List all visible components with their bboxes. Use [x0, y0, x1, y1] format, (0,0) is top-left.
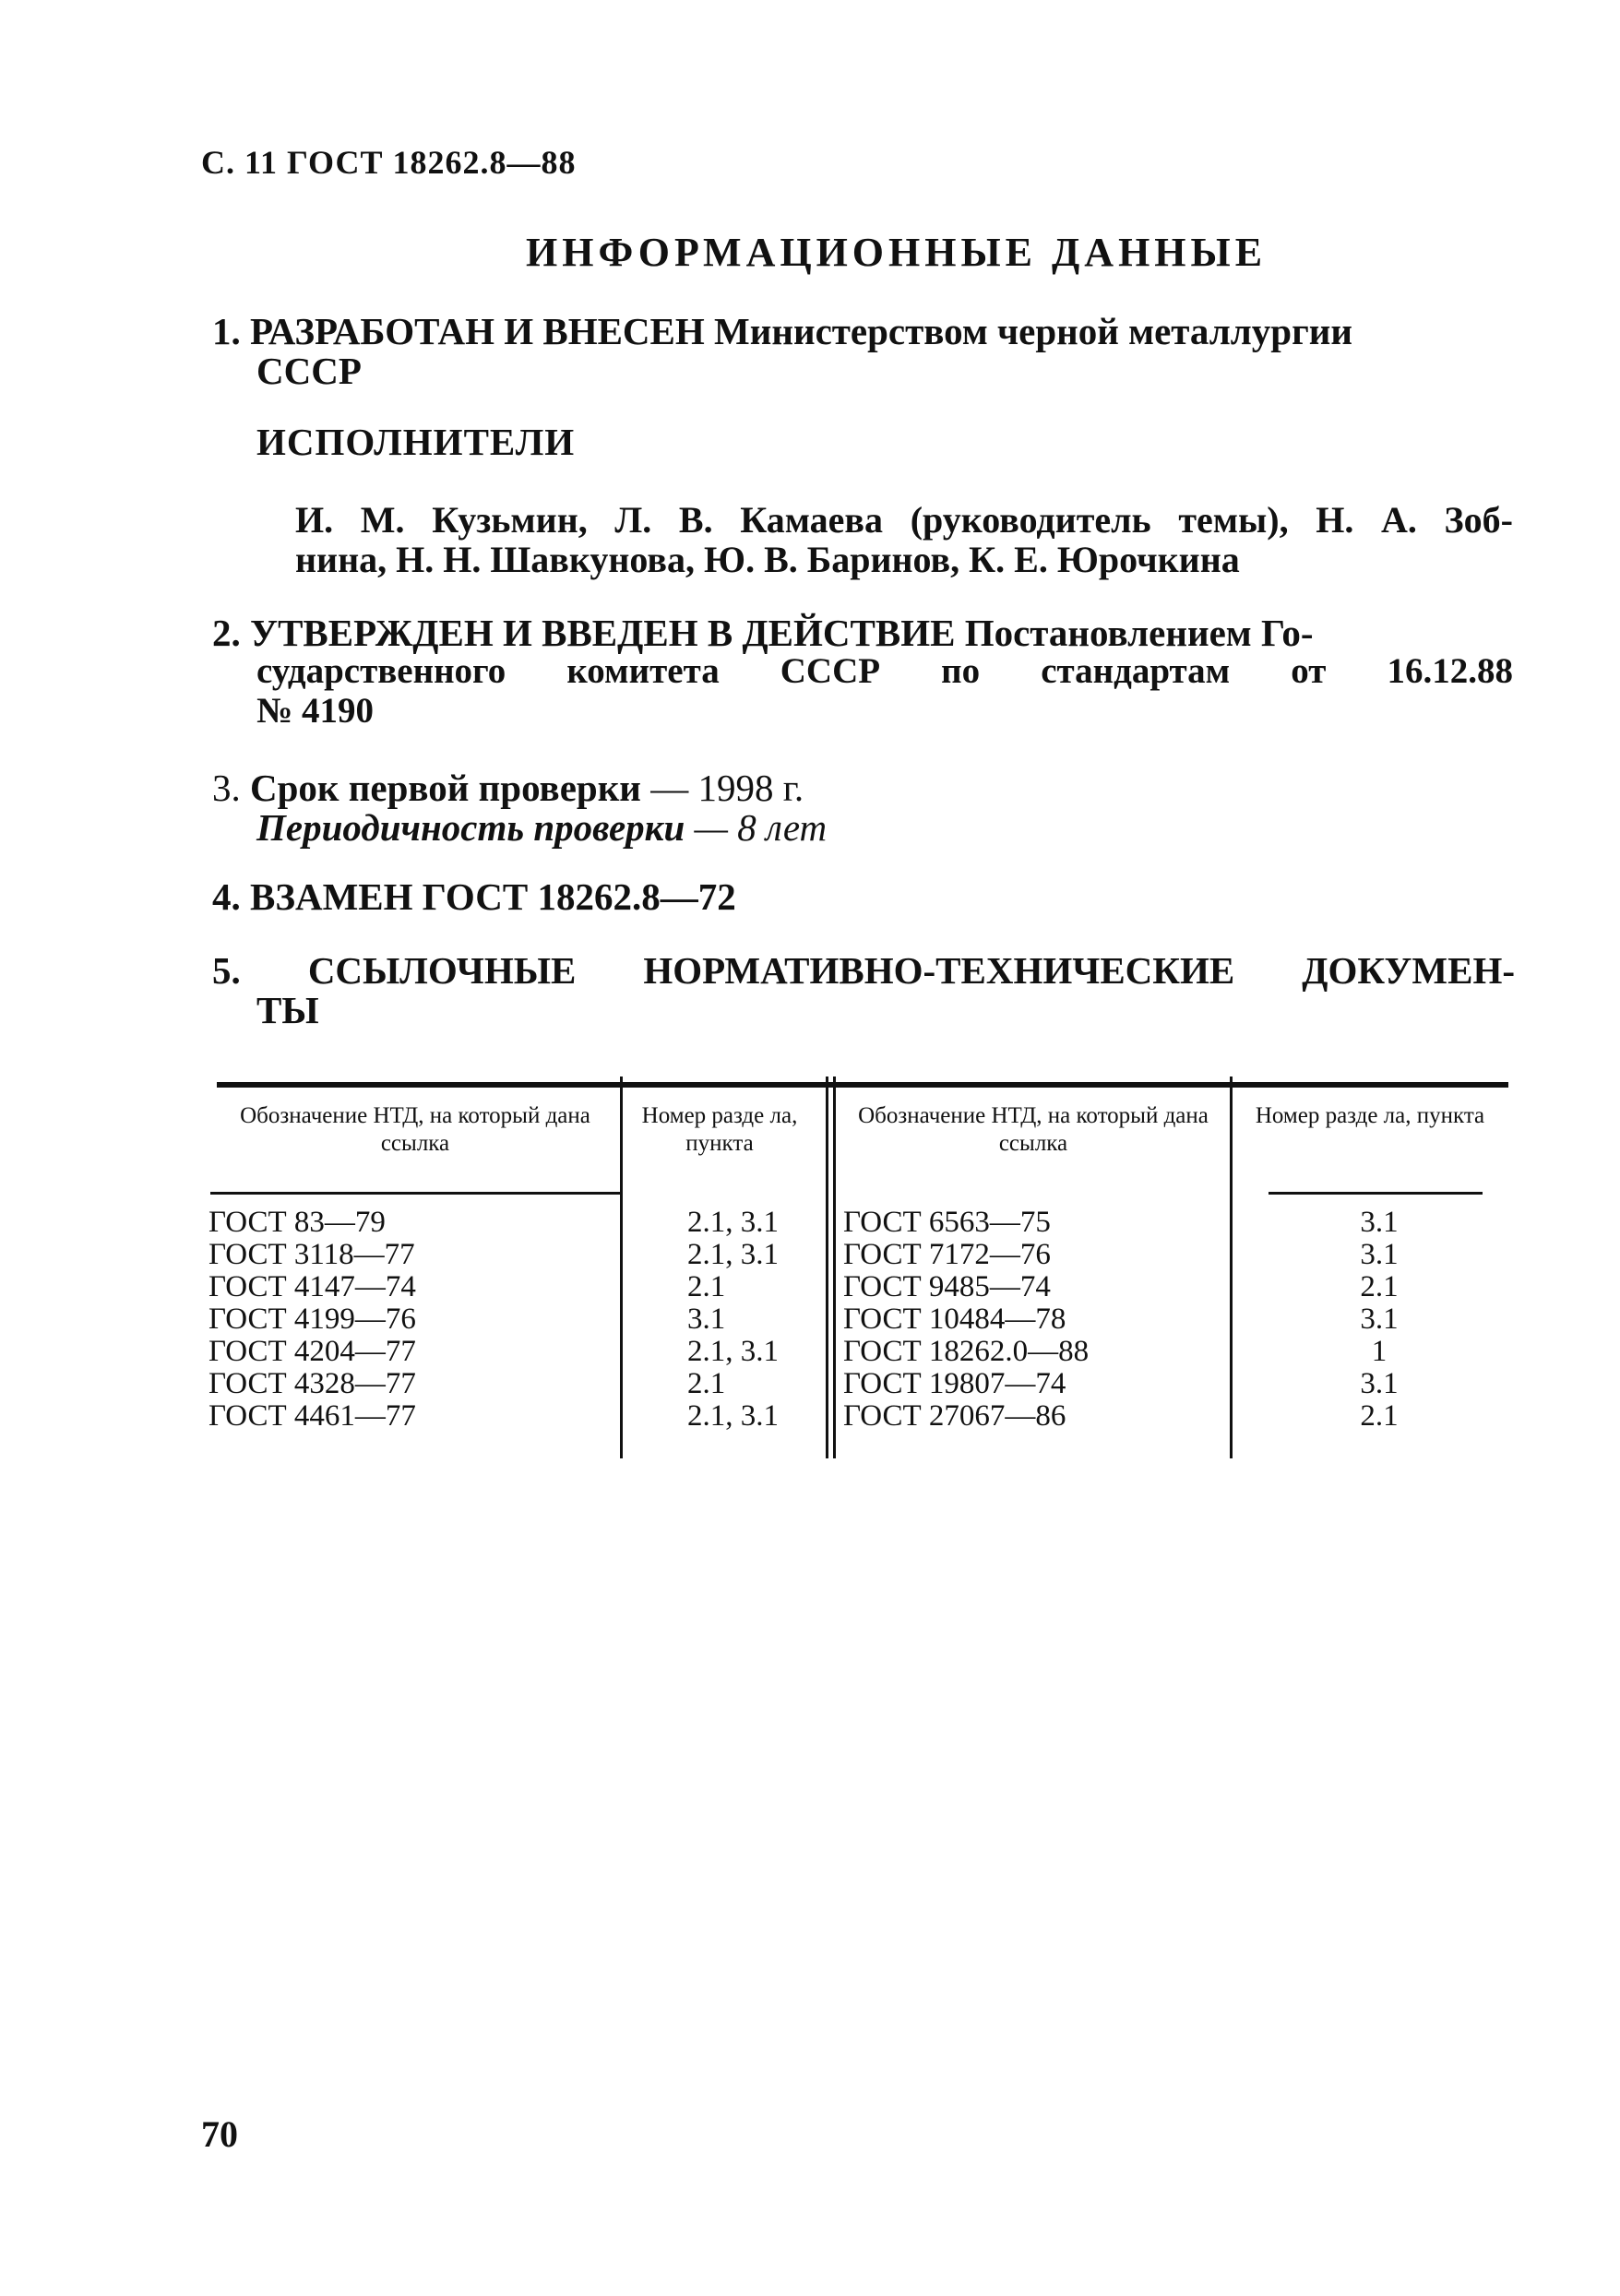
- section-2-line1: [212, 611, 1314, 655]
- table-cell: ГОСТ 3118—77: [208, 1238, 415, 1271]
- table-cell: 3.1: [1360, 1206, 1399, 1239]
- table-divider-2b: [833, 1077, 836, 1458]
- section-3-line1-value: — 1998 г.: [650, 767, 804, 809]
- executors-line1: И. М. Кузьмин, Л. В. Камаева (руководитель темы), Н. А. Зоб-: [295, 499, 1513, 541]
- table-cell: 2.1: [1360, 1270, 1399, 1303]
- section-3-line2: [256, 805, 827, 850]
- table-cell: ГОСТ 83—79: [208, 1206, 386, 1239]
- table-col-left-docs: [208, 1207, 605, 1433]
- section-3-line1-label: Срок первой проверки: [250, 767, 641, 809]
- section-3-line2-label: Периодичность проверки: [256, 806, 685, 849]
- table-cell: ГОСТ 4204—77: [208, 1335, 416, 1368]
- table-cell: ГОСТ 4328—77: [208, 1367, 416, 1400]
- section-1-number: 1.: [212, 310, 241, 352]
- section-4-number: 4.: [212, 875, 241, 918]
- table-divider-1: [620, 1077, 623, 1458]
- table-cell: 2.1: [687, 1367, 726, 1400]
- section-2-number: 2.: [212, 612, 241, 654]
- table-header-point-left: Номер разде ла, пункта: [641, 1103, 798, 1156]
- table-header-rule-2: [1269, 1192, 1483, 1195]
- table-col-right-docs: [843, 1207, 1221, 1433]
- table-cell: 3.1: [687, 1303, 726, 1336]
- section-3-line1: [212, 766, 804, 810]
- table-cell: ГОСТ 4199—76: [208, 1303, 416, 1336]
- section-1-line2: СССР: [256, 350, 362, 392]
- table-header-rule-1: [210, 1192, 623, 1195]
- table-cell: 2.1, 3.1: [687, 1335, 779, 1368]
- table-top-rule: [217, 1082, 1508, 1088]
- table-header-doc-left: Обозначение НТД, на который дана ссылка: [240, 1103, 590, 1156]
- table-cell: ГОСТ 7172—76: [843, 1238, 1051, 1271]
- table-cell: ГОСТ 4147—74: [208, 1270, 416, 1303]
- table-divider-2a: [826, 1077, 828, 1458]
- section-3-line2-value: — 8 лет: [694, 806, 828, 849]
- table-cell: ГОСТ 19807—74: [843, 1367, 1066, 1400]
- table-cell: ГОСТ 9485—74: [843, 1270, 1051, 1303]
- section-1-label: РАЗРАБОТАН И ВНЕСЕН: [250, 310, 705, 352]
- section-2-text: Постановлением Го-: [964, 612, 1314, 654]
- table-cell: 3.1: [1360, 1303, 1399, 1336]
- table-cell: ГОСТ 6563—75: [843, 1206, 1051, 1239]
- table-cell: ГОСТ 18262.0—88: [843, 1335, 1090, 1368]
- section-1-line1: [212, 309, 1352, 353]
- table-cell: ГОСТ 4461—77: [208, 1399, 416, 1433]
- executors-line2: нина, Н. Н. Шавкунова, Ю. В. Баринов, К. Е. Юрочкина: [295, 539, 1240, 580]
- table-header-doc-right: Обозначение НТД, на который дана ссылка: [858, 1103, 1209, 1156]
- table-cell: 1: [1371, 1335, 1388, 1368]
- table-divider-3: [1230, 1077, 1233, 1458]
- section-1-text: Министерством черной металлургии: [714, 310, 1352, 352]
- table-cell: 2.1: [687, 1270, 726, 1303]
- section-3-number: 3.: [212, 767, 241, 809]
- section-5-line1: [212, 948, 1515, 993]
- table-cell: 2.1, 3.1: [687, 1399, 779, 1433]
- page-title: ИНФОРМАЦИОННЫЕ ДАННЫЕ: [526, 230, 1268, 275]
- section-5-number: 5.: [212, 949, 241, 992]
- table-cell: 2.1, 3.1: [687, 1206, 779, 1239]
- table-cell: 3.1: [1360, 1367, 1399, 1400]
- section-4: [212, 874, 736, 919]
- page-header: С. 11 ГОСТ 18262.8—88: [201, 144, 577, 181]
- section-2-label: УТВЕРЖДЕН И ВВЕДЕН В ДЕЙСТВИЕ: [250, 612, 956, 654]
- table-cell: ГОСТ 10484—78: [843, 1303, 1066, 1336]
- table-header-point-right: Номер разде ла, пункта: [1255, 1103, 1485, 1128]
- section-2-line2: сударственного комитета СССР по стандартам от 16.12.88: [256, 651, 1513, 691]
- section-4-text: ВЗАМЕН ГОСТ 18262.8—72: [250, 875, 736, 918]
- table-cell: 3.1: [1360, 1238, 1399, 1271]
- table-cell: 2.1, 3.1: [687, 1238, 779, 1271]
- table-col-left-points: [687, 1207, 826, 1433]
- page-number: 70: [201, 2113, 238, 2155]
- section-5-text: ССЫЛОЧНЫЕ НОРМАТИВНО-ТЕХНИЧЕСКИЕ ДОКУМЕН-: [307, 949, 1515, 992]
- section-5-line2: ТЫ: [256, 989, 319, 1031]
- table-col-right-points: [1287, 1207, 1471, 1433]
- table-cell: 2.1: [1360, 1399, 1399, 1433]
- section-2-line3: № 4190: [256, 691, 374, 731]
- executors-heading: ИСПОЛНИТЕЛИ: [256, 421, 576, 463]
- table-cell: ГОСТ 27067—86: [843, 1399, 1066, 1433]
